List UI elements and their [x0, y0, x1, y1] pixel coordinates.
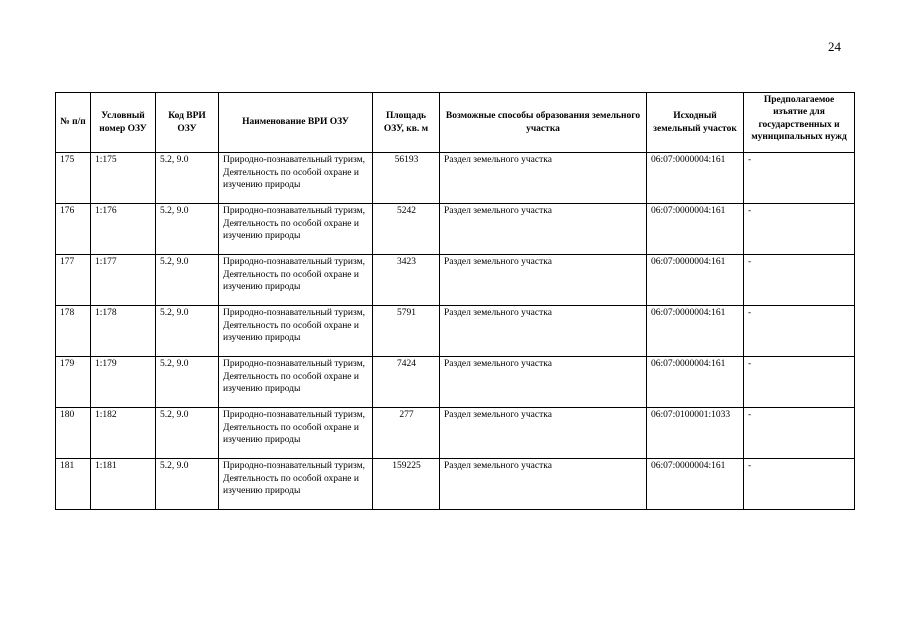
- cell-vri-code: 5.2, 9.0: [156, 357, 219, 408]
- header-conditional-number: Условный номер ОЗУ: [91, 93, 156, 153]
- table-header: [56, 93, 855, 153]
- cell-source-plot: 06:07:0000004:161: [647, 204, 744, 255]
- cell-formation-method: Раздел земельного участка: [440, 357, 647, 408]
- cell-index: 175: [56, 153, 91, 204]
- cell-expected-seizure: -: [744, 306, 855, 357]
- cell-area: 5242: [373, 204, 440, 255]
- cell-area: 277: [373, 408, 440, 459]
- cell-formation-method: Раздел земельного участка: [440, 255, 647, 306]
- land-plots-table: [55, 92, 855, 510]
- cell-expected-seizure: -: [744, 459, 855, 510]
- cell-vri-code: 5.2, 9.0: [156, 204, 219, 255]
- cell-formation-method: Раздел земельного участка: [440, 306, 647, 357]
- cell-conditional-number: 1:179: [91, 357, 156, 408]
- cell-conditional-number: 1:182: [91, 408, 156, 459]
- cell-area: 5791: [373, 306, 440, 357]
- page-number: 24: [828, 39, 841, 54]
- cell-conditional-number: 1:176: [91, 204, 156, 255]
- cell-conditional-number: 1:181: [91, 459, 156, 510]
- cell-area: 159225: [373, 459, 440, 510]
- cell-source-plot: 06:07:0000004:161: [647, 153, 744, 204]
- cell-conditional-number: 1:177: [91, 255, 156, 306]
- cell-source-plot: 06:07:0000004:161: [647, 255, 744, 306]
- header-row: [56, 93, 855, 153]
- cell-vri-name: Природно-познавательный туризм, Деятельность по особой охране и изучению природы: [219, 306, 373, 357]
- cell-index: 178: [56, 306, 91, 357]
- header-expected-seizure: Предполагаемое изъятие для государственных и муниципальных нужд: [744, 93, 855, 153]
- cell-expected-seizure: -: [744, 204, 855, 255]
- cell-vri-name: Природно-познавательный туризм, Деятельность по особой охране и изучению природы: [219, 255, 373, 306]
- cell-source-plot: 06:07:0000004:161: [647, 306, 744, 357]
- header-area: Площадь ОЗУ, кв. м: [373, 93, 440, 153]
- table-body: [56, 153, 855, 510]
- cell-formation-method: Раздел земельного участка: [440, 459, 647, 510]
- cell-area: 3423: [373, 255, 440, 306]
- cell-index: 177: [56, 255, 91, 306]
- cell-source-plot: 06:07:0000004:161: [647, 459, 744, 510]
- cell-index: 179: [56, 357, 91, 408]
- cell-vri-name: Природно-познавательный туризм, Деятельность по особой охране и изучению природы: [219, 204, 373, 255]
- cell-expected-seizure: -: [744, 153, 855, 204]
- table-row: [56, 357, 855, 408]
- cell-formation-method: Раздел земельного участка: [440, 153, 647, 204]
- cell-vri-code: 5.2, 9.0: [156, 255, 219, 306]
- header-vri-name: Наименование ВРИ ОЗУ: [219, 93, 373, 153]
- cell-index: 180: [56, 408, 91, 459]
- cell-expected-seizure: -: [744, 255, 855, 306]
- table-row: [56, 204, 855, 255]
- cell-vri-code: 5.2, 9.0: [156, 408, 219, 459]
- table-row: [56, 306, 855, 357]
- cell-formation-method: Раздел земельного участка: [440, 204, 647, 255]
- cell-source-plot: 06:07:0000004:161: [647, 357, 744, 408]
- cell-expected-seizure: -: [744, 408, 855, 459]
- cell-vri-name: Природно-познавательный туризм, Деятельность по особой охране и изучению природы: [219, 459, 373, 510]
- cell-vri-code: 5.2, 9.0: [156, 306, 219, 357]
- cell-index: 176: [56, 204, 91, 255]
- cell-area: 56193: [373, 153, 440, 204]
- table-row: [56, 153, 855, 204]
- cell-source-plot: 06:07:0100001:1033: [647, 408, 744, 459]
- table-row: [56, 459, 855, 510]
- cell-vri-name: Природно-познавательный туризм, Деятельность по особой охране и изучению природы: [219, 408, 373, 459]
- cell-conditional-number: 1:178: [91, 306, 156, 357]
- cell-vri-code: 5.2, 9.0: [156, 153, 219, 204]
- header-formation-methods: Возможные способы образования земельного участка: [440, 93, 647, 153]
- table-row: [56, 408, 855, 459]
- cell-vri-name: Природно-познавательный туризм, Деятельность по особой охране и изучению природы: [219, 153, 373, 204]
- cell-area: 7424: [373, 357, 440, 408]
- cell-index: 181: [56, 459, 91, 510]
- header-source-plot: Исходный земельный участок: [647, 93, 744, 153]
- cell-expected-seizure: -: [744, 357, 855, 408]
- cell-formation-method: Раздел земельного участка: [440, 408, 647, 459]
- table-row: [56, 255, 855, 306]
- cell-conditional-number: 1:175: [91, 153, 156, 204]
- header-vri-code: Код ВРИ ОЗУ: [156, 93, 219, 153]
- cell-vri-code: 5.2, 9.0: [156, 459, 219, 510]
- cell-vri-name: Природно-познавательный туризм, Деятельность по особой охране и изучению природы: [219, 357, 373, 408]
- header-index: № п/п: [56, 93, 91, 153]
